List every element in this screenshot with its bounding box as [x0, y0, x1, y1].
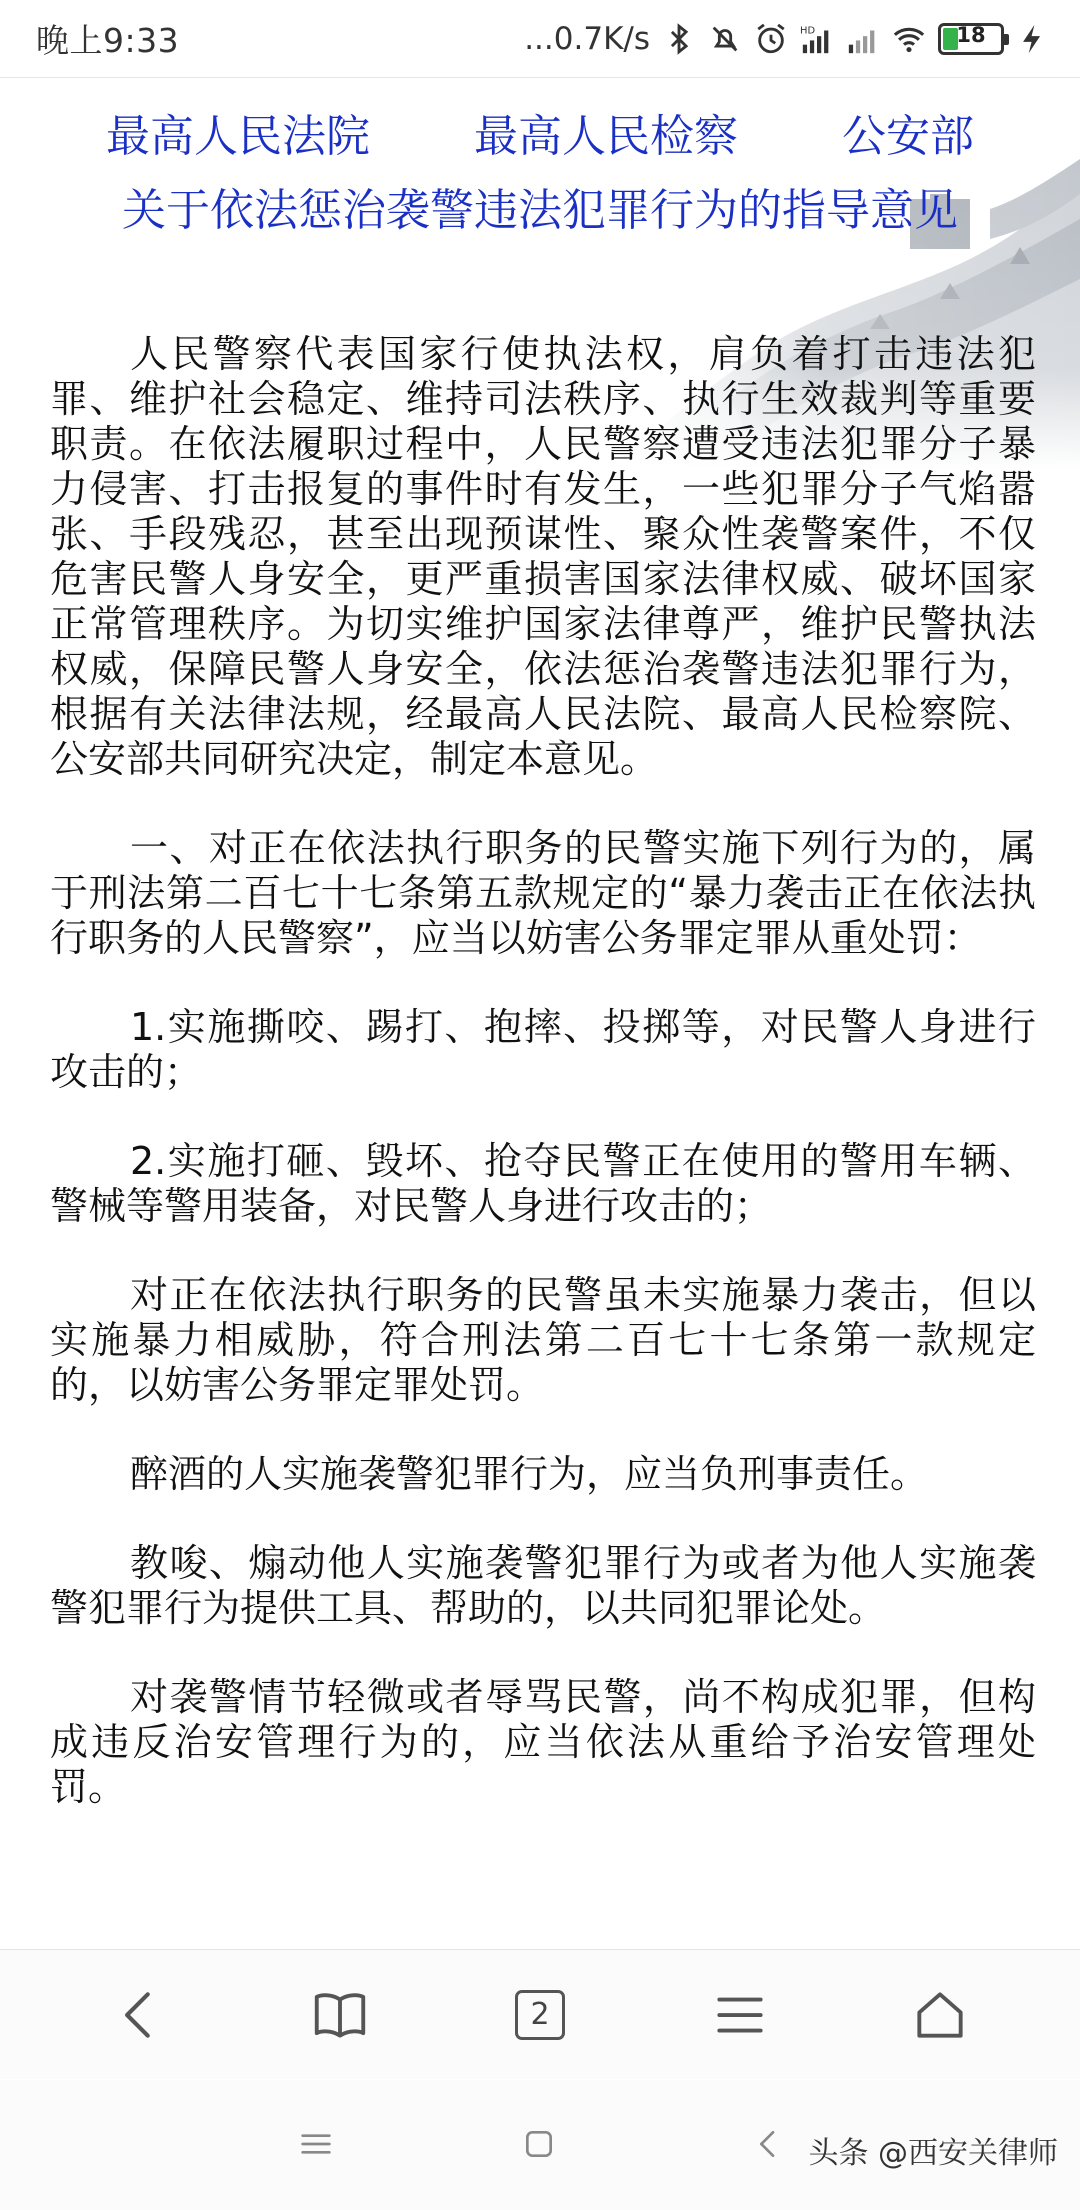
paragraph: 对正在依法执行职务的民警虽未实施暴力袭击，但以实施暴力相威胁，符合刑法第二百七十七条第一款规定的，以妨害公务罪定罪处罚。	[50, 1273, 1036, 1407]
document-body	[50, 332, 1036, 1810]
paragraph: 教唆、煽动他人实施袭警犯罪行为或者为他人实施袭警犯罪行为提供工具、帮助的，以共同犯罪论处。	[50, 1541, 1036, 1630]
issuer-public-security: 公安部	[842, 111, 974, 162]
network-speed: ...0.7K/s	[524, 20, 650, 57]
article-view[interactable]	[0, 79, 1080, 1949]
paragraph: 2.实施打砸、毁坏、抢夺民警正在使用的警用车辆、警械等警用装备，对民警人身进行攻击的；	[50, 1139, 1036, 1228]
wifi-icon	[892, 22, 926, 56]
status-time: 晚上9:33	[36, 21, 180, 60]
back-icon	[109, 1984, 171, 2046]
charging-icon	[1016, 22, 1050, 56]
status-bar	[0, 0, 1080, 78]
status-icons	[524, 21, 1050, 57]
hd-signal-icon	[800, 22, 834, 56]
document-title: 关于依法惩治袭警违法犯罪行为的指导意见	[122, 185, 958, 236]
back-triangle-icon	[748, 2124, 788, 2164]
paragraph: 人民警察代表国家行使执法权，肩负着打击违法犯罪、维护社会稳定、维持司法秩序、执行生效裁判等重要职责。在依法履职过程中，人民警察遭受违法犯罪分子暴力侵害、打击报复的事件时有发生，一些犯罪分子气焰嚣张、手段残忍，甚至出现预谋性、聚众性袭警案件，不仅危害民警人身安全，更严重损害国家法律权威、破坏国家正常管理秩序。为切实维护国家法律尊严，维护民警执法权威，保障民警人身安全，依法惩治袭警违法犯罪行为，根据有关法律法规，经最高人民法院、最高人民检察院、公安部共同研究决定，制定本意见。	[50, 332, 1036, 781]
system-home-button[interactable]	[509, 2114, 569, 2174]
recents-button[interactable]	[286, 2114, 346, 2174]
recents-icon	[296, 2124, 336, 2164]
alarm-icon	[754, 22, 788, 56]
document-issuers	[0, 106, 1080, 168]
tab-count: 2	[515, 1990, 565, 2040]
menu-button[interactable]	[695, 1970, 785, 2060]
mute-icon	[708, 22, 742, 56]
paragraph: 一、对正在依法执行职务的民警实施下列行为的，属于刑法第二百七十七条第五款规定的“暴力袭击正在依法执行职务的人民警察”，应当以妨害公务罪定罪从重处罚：	[50, 826, 1036, 960]
home-square-icon	[519, 2124, 559, 2164]
battery-level: 18	[956, 22, 986, 47]
issuer-procuratorate: 最高人民检察	[474, 111, 738, 162]
signal-icon	[846, 22, 880, 56]
tabs-button[interactable]	[495, 1970, 585, 2060]
paragraph: 1.实施撕咬、踢打、抱摔、投掷等，对民警人身进行攻击的；	[50, 1005, 1036, 1094]
paragraph: 对袭警情节轻微或者辱骂民警，尚不构成犯罪，但构成违反治安管理行为的，应当依法从重给予治安管理处罚。	[50, 1675, 1036, 1809]
browser-toolbar	[0, 1949, 1080, 2079]
battery-icon	[938, 23, 1004, 55]
home-icon	[909, 1984, 971, 2046]
watermark: 头条 @西安关律师	[808, 2136, 1058, 2171]
back-button[interactable]	[95, 1970, 185, 2060]
home-button[interactable]	[895, 1970, 985, 2060]
system-navigation-bar	[0, 2080, 1080, 2210]
paragraph: 醉酒的人实施袭警犯罪行为，应当负刑事责任。	[130, 1452, 929, 1496]
issuer-supreme-court: 最高人民法院	[106, 111, 370, 162]
menu-icon	[709, 1984, 771, 2046]
svg-text:HD: HD	[800, 24, 816, 36]
bookmarks-button[interactable]	[295, 1970, 385, 2060]
bluetooth-icon	[662, 22, 696, 56]
system-back-button[interactable]	[738, 2114, 798, 2174]
bookmarks-icon	[309, 1984, 371, 2046]
